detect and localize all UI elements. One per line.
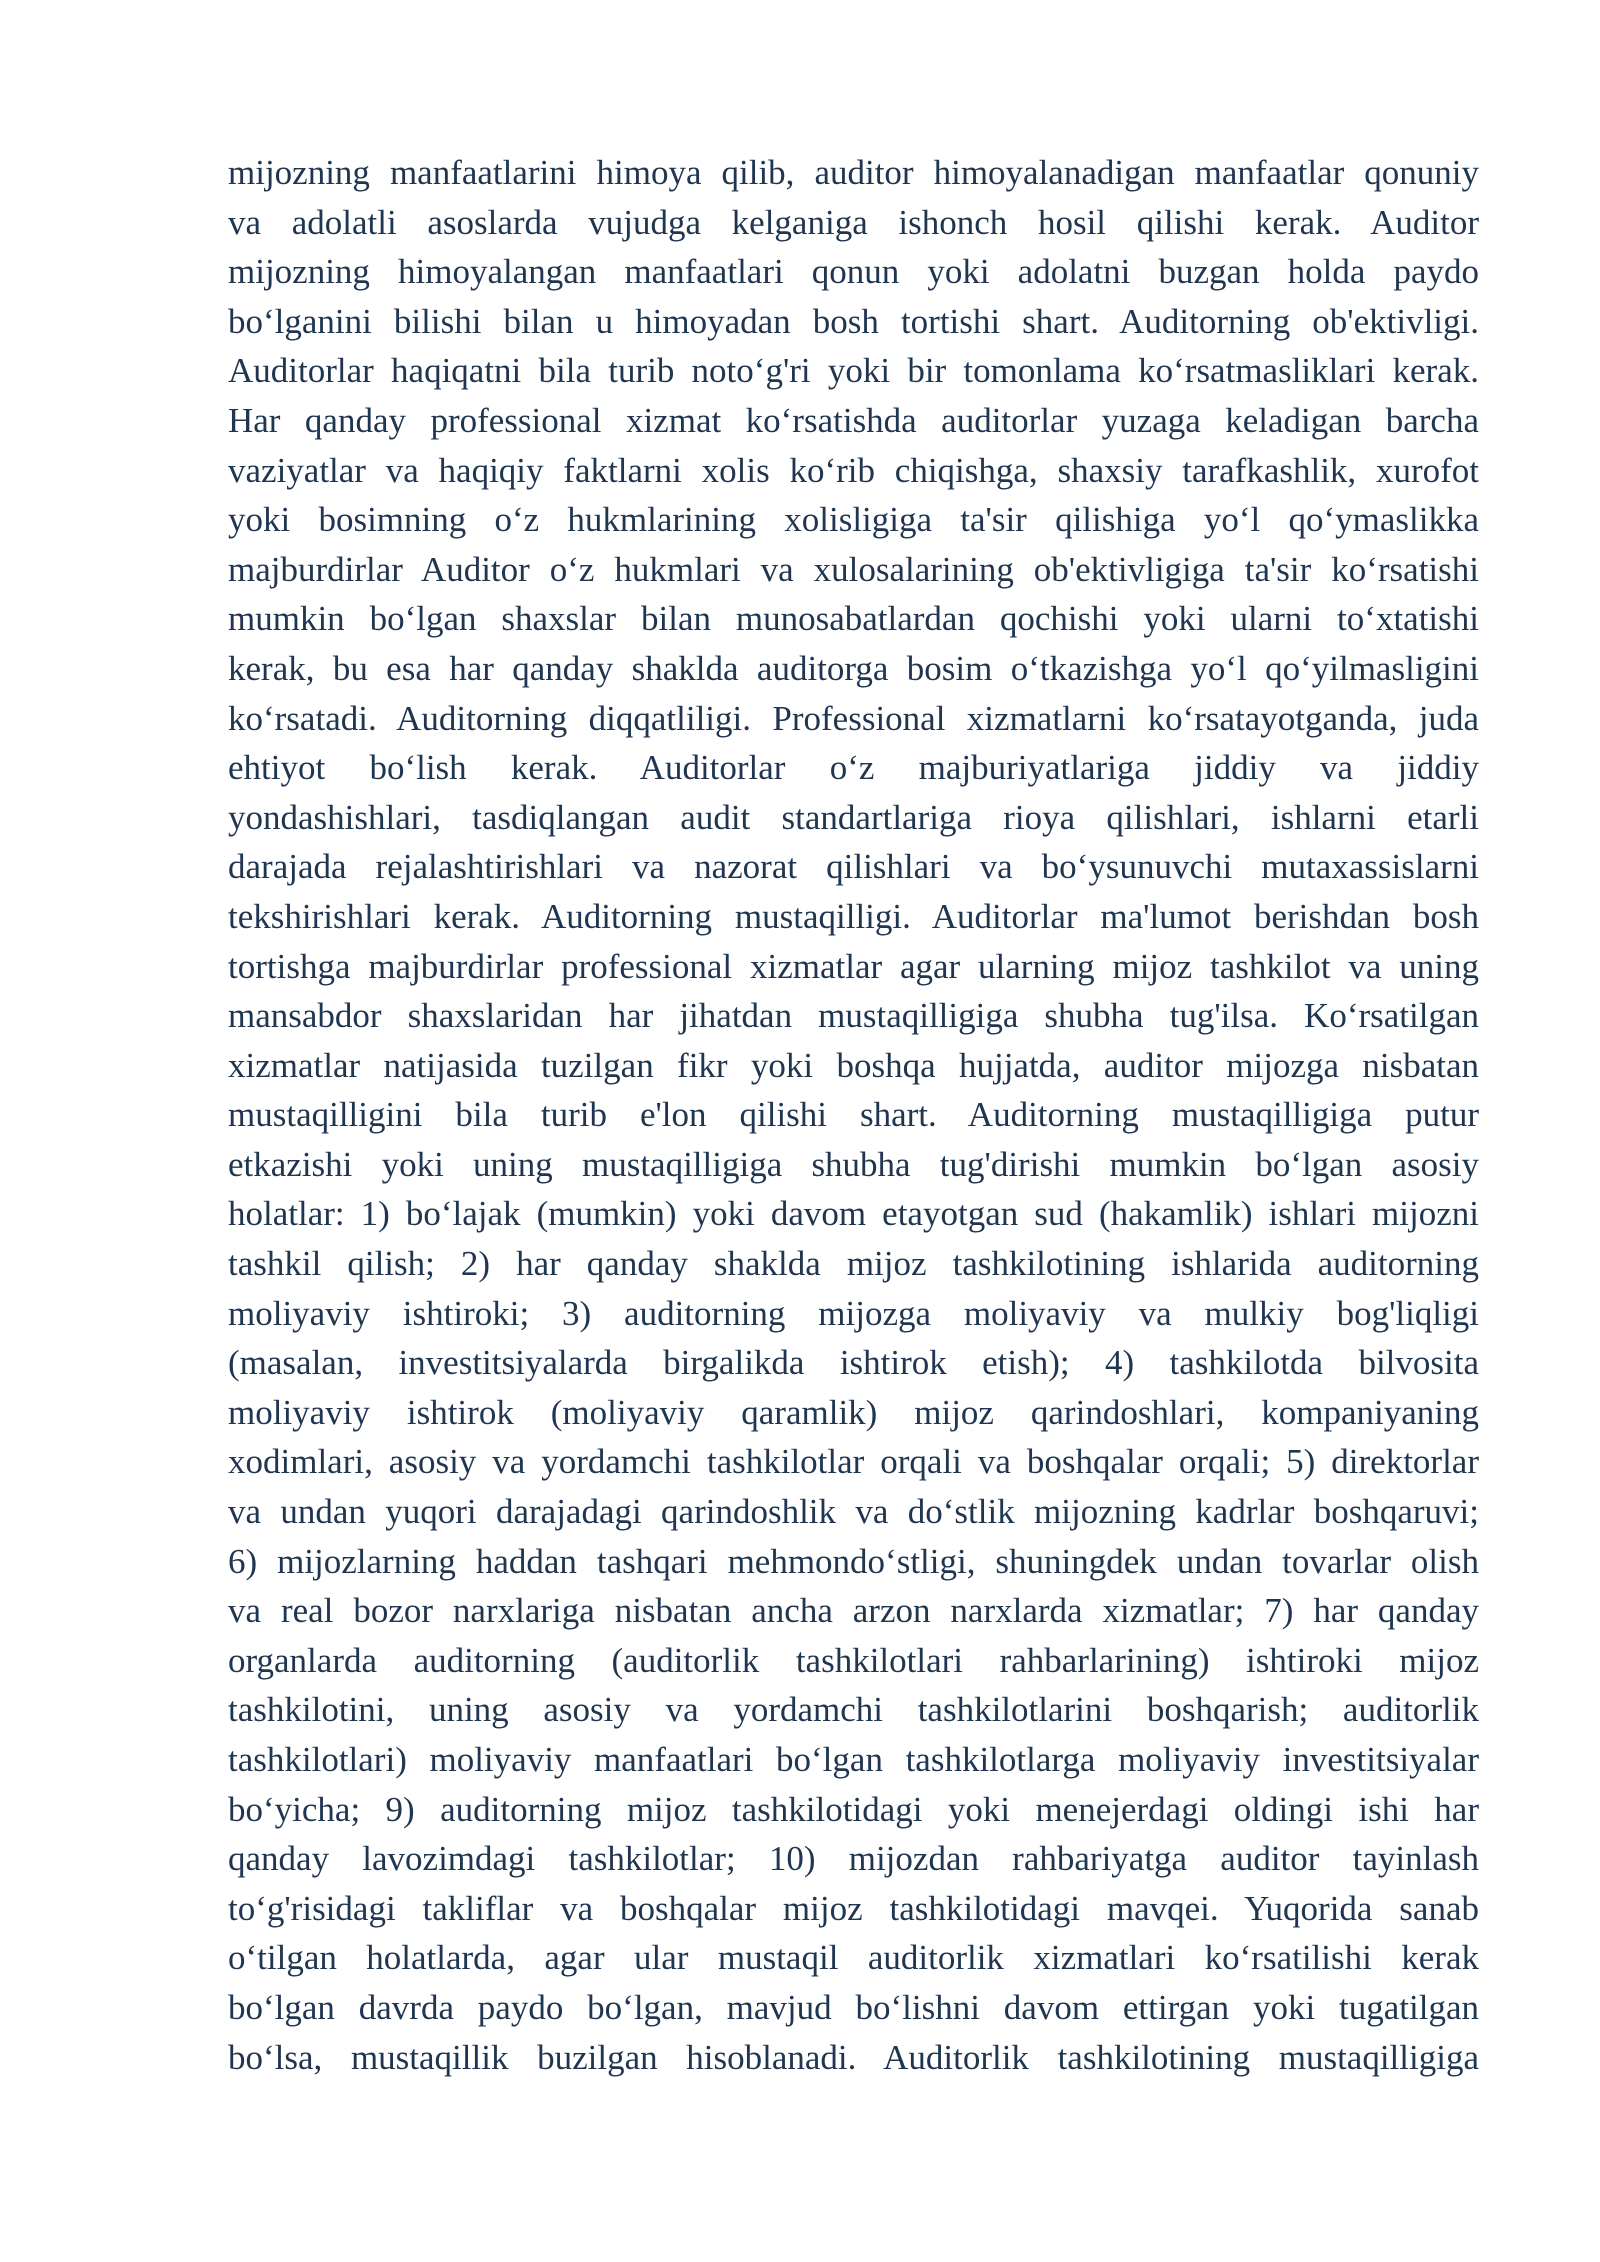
text-line: darajada rejalashtirishlari va nazorat qilishlari va bo‘ysunuvchi mutaxassislarni: [228, 847, 1479, 887]
text-line: yondashishlari, tasdiqlangan audit standartlariga rioya qilishlari, ishlarni etarli: [228, 797, 1479, 837]
text-line: bo‘lsa, mustaqillik buzilgan hisoblanadi. Auditorlik tashkilotining mustaqilligiga: [228, 2037, 1479, 2077]
text-line: mustaqilligini bila turib e'lon qilishi shart. Auditorning mustaqilligiga putur: [228, 1095, 1479, 1135]
text-line: tortishga majburdirlar professional xizmatlar agar ularning mijoz tashkilot va uning: [228, 946, 1479, 986]
text-line: mumkin bo‘lgan shaxslar bilan munosabatlardan qochishi yoki ularni to‘xtatishi: [228, 599, 1479, 639]
text-line: va adolatli asoslarda vujudga kelganiga ishonch hosil qilishi kerak. Auditor: [228, 202, 1479, 242]
text-line: bo‘yicha; 9) auditorning mijoz tashkilotidagi yoki menejerdagi oldingi ishi har: [228, 1789, 1479, 1829]
text-line: tashkilotlari) moliyaviy manfaatlari bo‘lgan tashkilotlarga moliyaviy investitsiyalar: [228, 1740, 1479, 1779]
text-line: o‘tilgan holatlarda, agar ular mustaqil auditorlik xizmatlari ko‘rsatilishi kerak: [228, 1938, 1479, 1978]
text-line: ko‘rsatadi. Auditorning diqqatliligi. Professional xizmatlarni ko‘rsatayotganda, juda: [228, 698, 1479, 738]
text-line: xodimlari, asosiy va yordamchi tashkilotlar orqali va boshqalar orqali; 5) direktorlar: [228, 1442, 1479, 1482]
text-line: 6) mijozlarning haddan tashqari mehmondo‘stligi, shuningdek undan tovarlar olish: [228, 1541, 1479, 1581]
text-line: tekshirishlari kerak. Auditorning mustaqilligi. Auditorlar ma'lumot berishdan bosh: [228, 896, 1479, 936]
text-line: xizmatlar natijasida tuzilgan fikr yoki boshqa hujjatda, auditor mijozga nisbatan: [228, 1045, 1479, 1085]
text-line: va real bozor narxlariga nisbatan ancha arzon narxlarda xizmatlar; 7) har qanday: [228, 1591, 1479, 1631]
text-line: majburdirlar Auditor o‘z hukmlari va xulosalarining ob'ektivligiga ta'sir ko‘rsatishi: [228, 549, 1479, 589]
text-line: ehtiyot bo‘lish kerak. Auditorlar o‘z majburiyatlariga jiddiy va jiddiy: [228, 748, 1479, 788]
text-line: moliyaviy ishtiroki; 3) auditorning mijozga moliyaviy va mulkiy bog'liqligi: [228, 1293, 1479, 1333]
text-line: bo‘lgan davrda paydo bo‘lgan, mavjud bo‘lishni davom ettirgan yoki tugatilgan: [228, 1987, 1479, 2027]
text-line: to‘g'risidagi takliflar va boshqalar mijoz tashkilotidagi mavqei. Yuqorida sanab: [228, 1888, 1479, 1928]
text-line: tashkil qilish; 2) har qanday shaklda mijoz tashkilotining ishlarida auditorning: [228, 1244, 1479, 1284]
body-text: [228, 148, 1479, 2082]
text-line: mansabdor shaxslaridan har jihatdan mustaqilligiga shubha tug'ilsa. Ko‘rsatilgan: [228, 996, 1479, 1036]
text-line: mijozning himoyalangan manfaatlari qonun yoki adolatni buzgan holda paydo: [228, 252, 1479, 292]
text-line: bo‘lganini bilishi bilan u himoyadan bosh tortishi shart. Auditorning ob'ektivligi.: [228, 301, 1479, 341]
text-line: va undan yuqori darajadagi qarindoshlik va do‘stlik mijozning kadrlar boshqaruvi;: [228, 1492, 1479, 1532]
text-line: qanday lavozimdagi tashkilotlar; 10) mijozdan rahbariyatga auditor tayinlash: [228, 1839, 1479, 1879]
text-line: mijozning manfaatlarini himoya qilib, auditor himoyalanadigan manfaatlar qonuniy: [228, 153, 1479, 192]
text-line: tashkilotini, uning asosiy va yordamchi tashkilotlarini boshqarish; auditorlik: [228, 1690, 1479, 1730]
text-line: moliyaviy ishtirok (moliyaviy qaramlik) mijoz qarindoshlari, kompaniyaning: [228, 1392, 1479, 1432]
text-line: vaziyatlar va haqiqiy faktlarni xolis ko‘rib chiqishga, shaxsiy tarafkashlik, xurofot: [228, 450, 1479, 490]
text-line: kerak, bu esa har qanday shaklda auditorga bosim o‘tkazishga yo‘l qo‘yilmasligini: [228, 648, 1479, 688]
text-line: yoki bosimning o‘z hukmlarining xolisligiga ta'sir qilishiga yo‘l qo‘ymaslikka: [228, 500, 1479, 540]
text-line: Har qanday professional xizmat ko‘rsatishda auditorlar yuzaga keladigan barcha: [228, 400, 1479, 440]
text-line: etkazishi yoki uning mustaqilligiga shubha tug'dirishi mumkin bo‘lgan asosiy: [228, 1144, 1479, 1184]
text-line: Auditorlar haqiqatni bila turib noto‘g'ri yoki bir tomonlama ko‘rsatmasliklari kerak.: [228, 351, 1479, 391]
text-line: organlarda auditorning (auditorlik tashkilotlari rahbarlarining) ishtiroki mijoz: [228, 1640, 1479, 1680]
text-line: (masalan, investitsiyalarda birgalikda ishtirok etish); 4) tashkilotda bilvosita: [228, 1343, 1479, 1383]
text-line: holatlar: 1) bo‘lajak (mumkin) yoki davom etayotgan sud (hakamlik) ishlari mijozni: [228, 1194, 1479, 1234]
